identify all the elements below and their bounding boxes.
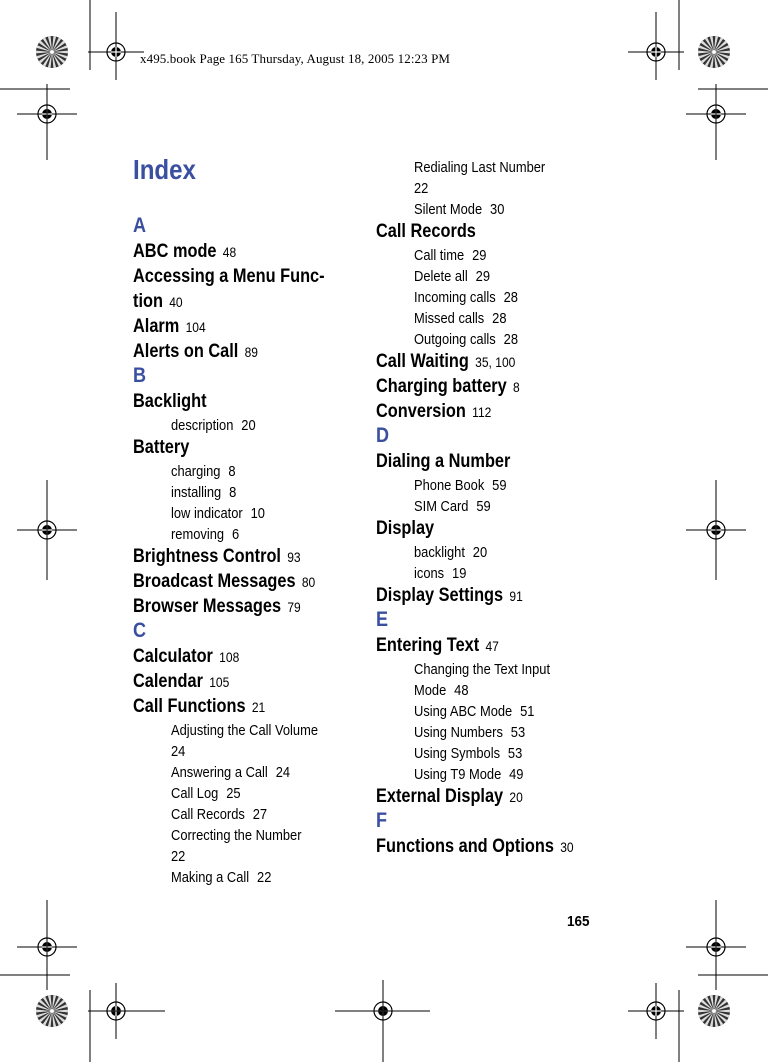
index-letter bbox=[133, 214, 146, 238]
index-subentry-row bbox=[376, 561, 591, 582]
star-center bbox=[50, 50, 54, 54]
index-subentry bbox=[414, 159, 545, 176]
entry-label: icons bbox=[414, 565, 445, 582]
index-entry-row bbox=[133, 643, 348, 668]
entry-label: Using Numbers bbox=[414, 724, 503, 741]
index-subentry-row bbox=[133, 844, 348, 865]
index-entry bbox=[133, 241, 236, 263]
entry-label: Missed calls bbox=[414, 310, 485, 327]
index-subentry bbox=[414, 310, 506, 327]
entry-label: Call Log bbox=[171, 785, 219, 802]
index-letter-row bbox=[376, 808, 591, 833]
index-entry bbox=[133, 266, 325, 288]
entry-label: A bbox=[133, 214, 147, 237]
star-center bbox=[50, 1009, 54, 1013]
entry-label: Display Settings bbox=[376, 585, 504, 606]
index-letter-row bbox=[376, 607, 591, 632]
entry-page-ref: 35, 100 bbox=[475, 354, 516, 370]
index-entry-row bbox=[133, 543, 348, 568]
index-entry bbox=[376, 401, 491, 423]
index-subentry-row bbox=[376, 699, 591, 720]
entry-label: Redialing Last Number bbox=[414, 159, 546, 176]
index-subentry-row bbox=[133, 480, 348, 501]
index-subentry-row bbox=[133, 718, 348, 739]
index-entry-row bbox=[376, 515, 591, 540]
index-subentry-row bbox=[376, 306, 591, 327]
index-entry bbox=[133, 596, 301, 618]
entry-page-ref: 20 bbox=[509, 789, 523, 805]
entry-label: Using Symbols bbox=[414, 745, 501, 762]
entry-label: Charging battery bbox=[376, 376, 507, 397]
entry-page-ref: 104 bbox=[185, 319, 206, 335]
entry-label: Silent Mode bbox=[414, 201, 483, 218]
index-letter bbox=[133, 364, 146, 388]
entry-label: B bbox=[133, 364, 147, 387]
index-subentry bbox=[171, 764, 290, 781]
entry-page-ref: 20 bbox=[241, 417, 256, 434]
entry-page-ref: 53 bbox=[510, 724, 526, 741]
entry-label: Call Records bbox=[171, 806, 245, 823]
entry-label: E bbox=[376, 608, 389, 631]
entry-label: charging bbox=[171, 463, 221, 480]
entry-label: tion bbox=[133, 291, 163, 312]
index-entry-row bbox=[376, 783, 591, 808]
index-subentry-row bbox=[376, 197, 591, 218]
entry-page-ref: 48 bbox=[454, 682, 469, 699]
index-subentry bbox=[414, 289, 518, 306]
entry-label: Call Waiting bbox=[376, 351, 469, 372]
entry-page-ref: 28 bbox=[492, 310, 507, 327]
index-subentry bbox=[414, 180, 428, 197]
index-letter bbox=[376, 608, 388, 632]
index-subentry-row bbox=[133, 522, 348, 543]
entry-page-ref: 40 bbox=[169, 294, 183, 310]
index-entry bbox=[376, 451, 510, 473]
index-subentry bbox=[171, 484, 236, 501]
entry-page-ref: 27 bbox=[252, 806, 268, 823]
index-title: Index bbox=[133, 154, 196, 185]
entry-label: low indicator bbox=[171, 505, 243, 522]
entry-label: Conversion bbox=[376, 401, 466, 422]
entry-label: Accessing a Menu Func- bbox=[133, 266, 325, 287]
index-subentry bbox=[414, 661, 550, 678]
index-letter bbox=[376, 809, 387, 833]
index-letter bbox=[133, 619, 146, 643]
index-entry bbox=[133, 437, 189, 459]
entry-label: description bbox=[171, 417, 234, 434]
index-subentry bbox=[414, 201, 504, 218]
index-letter-row bbox=[133, 618, 348, 643]
index-subentry bbox=[171, 417, 256, 434]
index-subentry-row bbox=[376, 540, 591, 561]
entry-label: Brightness Control bbox=[133, 546, 281, 567]
entry-page-ref: 89 bbox=[244, 344, 258, 360]
index-entry-row bbox=[376, 348, 591, 373]
entry-label: Phone Book bbox=[414, 477, 485, 494]
index-entry-row bbox=[376, 582, 591, 607]
index-subentry-row bbox=[133, 501, 348, 522]
entry-label: C bbox=[133, 619, 147, 642]
index-entry-row bbox=[133, 388, 348, 413]
entry-page-ref: 19 bbox=[452, 565, 467, 582]
entry-label: External Display bbox=[376, 786, 504, 807]
entry-label: Outgoing calls bbox=[414, 331, 496, 348]
entry-label: Functions and Options bbox=[376, 836, 554, 857]
index-subentry-row bbox=[376, 327, 591, 348]
index-subentry bbox=[414, 544, 487, 561]
index-subentry-row bbox=[376, 657, 591, 678]
index-entry bbox=[133, 671, 229, 693]
entry-label: SIM Card bbox=[414, 498, 469, 515]
index-entry bbox=[376, 635, 499, 657]
index-subentry bbox=[414, 477, 507, 494]
entry-page-ref: 6 bbox=[231, 526, 240, 543]
entry-label: Call Records bbox=[376, 221, 476, 242]
entry-page-ref: 49 bbox=[509, 766, 524, 783]
entry-label: Mode bbox=[414, 682, 447, 699]
entry-label: Broadcast Messages bbox=[133, 571, 296, 592]
entry-label: Alarm bbox=[133, 316, 180, 337]
entry-label: installing bbox=[171, 484, 222, 501]
index-subentry-row bbox=[376, 285, 591, 306]
entry-label: Adjusting the Call Volume bbox=[171, 722, 319, 739]
entry-label: Display bbox=[376, 518, 435, 539]
index-letter-row bbox=[133, 363, 348, 388]
entry-label: Correcting the Number bbox=[171, 827, 302, 844]
index-subentry bbox=[171, 806, 267, 823]
entry-page-ref: 24 bbox=[275, 764, 291, 781]
entry-label: Browser Messages bbox=[133, 596, 282, 617]
index-subentry-row bbox=[133, 802, 348, 823]
entry-page-ref: 51 bbox=[520, 703, 535, 720]
entry-label: Calculator bbox=[133, 646, 213, 667]
index-entry-row bbox=[376, 833, 591, 858]
entry-page-ref: 28 bbox=[503, 289, 518, 306]
entry-page-ref: 30 bbox=[490, 201, 505, 218]
entry-label: Making a Call bbox=[171, 869, 250, 886]
index-subentry bbox=[414, 703, 534, 720]
entry-page-ref: 20 bbox=[472, 544, 488, 561]
index-entry-row bbox=[133, 593, 348, 618]
entry-label: backlight bbox=[414, 544, 465, 561]
entry-label: Call Functions bbox=[133, 696, 246, 717]
index-entry-row bbox=[133, 693, 348, 718]
index-letter-row bbox=[133, 213, 348, 238]
index-subentry-row bbox=[376, 155, 591, 176]
page-number: 165 bbox=[567, 913, 590, 930]
entry-label: Entering Text bbox=[376, 635, 480, 656]
entry-page-ref: 21 bbox=[251, 699, 266, 715]
index-entry-row bbox=[133, 288, 348, 313]
index-subentry-row bbox=[376, 741, 591, 762]
entry-label: 24 bbox=[171, 743, 186, 760]
entry-page-ref: 30 bbox=[560, 839, 574, 855]
index-subentry bbox=[414, 498, 491, 515]
entry-page-ref: 29 bbox=[472, 247, 487, 264]
index-subentry-row bbox=[376, 264, 591, 285]
index-subentry bbox=[414, 724, 525, 741]
entry-page-ref: 22 bbox=[257, 869, 272, 886]
index-subentry bbox=[171, 785, 241, 802]
index-subentry bbox=[414, 766, 523, 783]
index-subentry-row bbox=[376, 473, 591, 494]
entry-page-ref: 105 bbox=[209, 674, 230, 690]
index-subentry bbox=[171, 463, 236, 480]
index-subentry-row bbox=[133, 459, 348, 480]
index-entry-row bbox=[133, 668, 348, 693]
star-center bbox=[712, 50, 716, 54]
entry-page-ref: 25 bbox=[226, 785, 241, 802]
entry-label: 22 bbox=[171, 848, 186, 865]
index-subentry bbox=[414, 565, 466, 582]
index-subentry-row bbox=[133, 739, 348, 760]
entry-label: Incoming calls bbox=[414, 289, 496, 306]
index-entry-row bbox=[376, 398, 591, 423]
index-entry bbox=[133, 316, 206, 338]
index-entry bbox=[133, 341, 258, 363]
index-entry-row bbox=[376, 373, 591, 398]
index-entry bbox=[133, 696, 265, 718]
index-subentry bbox=[171, 827, 301, 844]
index-entry bbox=[133, 291, 183, 313]
index-subentry-row bbox=[376, 678, 591, 699]
entry-page-ref: 93 bbox=[287, 549, 301, 565]
index-entry bbox=[133, 546, 301, 568]
index-subentry-row bbox=[133, 413, 348, 434]
entry-page-ref: 112 bbox=[472, 404, 492, 420]
index-entry bbox=[376, 786, 523, 808]
entry-label: Calendar bbox=[133, 671, 203, 692]
index-subentry bbox=[414, 268, 490, 285]
entry-label: ABC mode bbox=[133, 241, 217, 262]
index-entry-row bbox=[376, 218, 591, 243]
entry-page-ref: 8 bbox=[229, 484, 237, 501]
entry-label: Call time bbox=[414, 247, 465, 264]
entry-label: 22 bbox=[414, 180, 429, 197]
index-subentry bbox=[414, 682, 469, 699]
index-column-right bbox=[376, 155, 591, 858]
index-subentry bbox=[171, 505, 265, 522]
index-entry-row bbox=[133, 313, 348, 338]
entry-label: D bbox=[376, 424, 390, 447]
index-subentry-row bbox=[376, 494, 591, 515]
index-entry-row bbox=[376, 448, 591, 473]
index-entry bbox=[376, 836, 574, 858]
index-entry bbox=[133, 646, 239, 668]
index-entry-row bbox=[133, 238, 348, 263]
entry-label: Battery bbox=[133, 437, 190, 458]
index-subentry bbox=[171, 743, 185, 760]
entry-page-ref: 59 bbox=[476, 498, 491, 515]
index-subentry bbox=[171, 722, 318, 739]
entry-page-ref: 59 bbox=[492, 477, 507, 494]
index-subentry bbox=[414, 247, 486, 264]
index-letter-row bbox=[376, 423, 591, 448]
index-subentry-row bbox=[376, 720, 591, 741]
entry-page-ref: 8 bbox=[228, 463, 236, 480]
entry-page-ref: 47 bbox=[485, 638, 499, 654]
index-subentry-row bbox=[133, 865, 348, 886]
entry-label: Dialing a Number bbox=[376, 451, 511, 472]
index-subentry-row bbox=[133, 823, 348, 844]
index-subentry-row bbox=[133, 781, 348, 802]
entry-page-ref: 48 bbox=[222, 244, 237, 260]
index-entry bbox=[376, 518, 434, 540]
index-entry-row bbox=[133, 263, 348, 288]
index-entry bbox=[133, 571, 315, 593]
entry-page-ref: 53 bbox=[507, 745, 523, 762]
entry-page-ref: 80 bbox=[301, 574, 316, 590]
index-entry-row bbox=[376, 632, 591, 657]
entry-page-ref: 79 bbox=[287, 599, 301, 615]
entry-page-ref: 108 bbox=[219, 649, 240, 665]
index-entry bbox=[376, 376, 520, 398]
index-subentry bbox=[414, 745, 522, 762]
index-entry bbox=[133, 391, 207, 413]
entry-page-ref: 28 bbox=[503, 331, 518, 348]
print-slug: x495.book Page 165 Thursday, August 18, 2005 12:23 PM bbox=[140, 51, 451, 66]
entry-label: Using T9 Mode bbox=[414, 766, 502, 783]
entry-page-ref: 29 bbox=[475, 268, 491, 285]
index-column-left bbox=[133, 213, 348, 886]
entry-label: Changing the Text Input bbox=[414, 661, 551, 678]
entry-label: F bbox=[376, 809, 388, 832]
entry-label: Using ABC Mode bbox=[414, 703, 513, 720]
star-center bbox=[712, 1009, 716, 1013]
index-entry-row bbox=[133, 568, 348, 593]
entry-label: Alerts on Call bbox=[133, 341, 239, 362]
entry-label: removing bbox=[171, 526, 225, 543]
entry-label: Delete all bbox=[414, 268, 468, 285]
entry-page-ref: 10 bbox=[250, 505, 265, 522]
index-subentry bbox=[171, 526, 239, 543]
entry-label: Answering a Call bbox=[171, 764, 268, 781]
index-letter bbox=[376, 424, 389, 448]
index-entry-row bbox=[133, 338, 348, 363]
entry-page-ref: 8 bbox=[513, 379, 520, 395]
index-subentry-row bbox=[376, 762, 591, 783]
entry-label: Backlight bbox=[133, 391, 207, 412]
index-subentry-row bbox=[376, 243, 591, 264]
index-subentry bbox=[171, 869, 271, 886]
index-entry bbox=[376, 221, 476, 243]
index-entry bbox=[376, 351, 515, 373]
entry-page-ref: 91 bbox=[509, 588, 523, 604]
index-subentry-row bbox=[133, 760, 348, 781]
index-entry bbox=[376, 585, 523, 607]
index-subentry-row bbox=[376, 176, 591, 197]
index-entry-row bbox=[133, 434, 348, 459]
index-subentry bbox=[414, 331, 518, 348]
index-subentry bbox=[171, 848, 185, 865]
